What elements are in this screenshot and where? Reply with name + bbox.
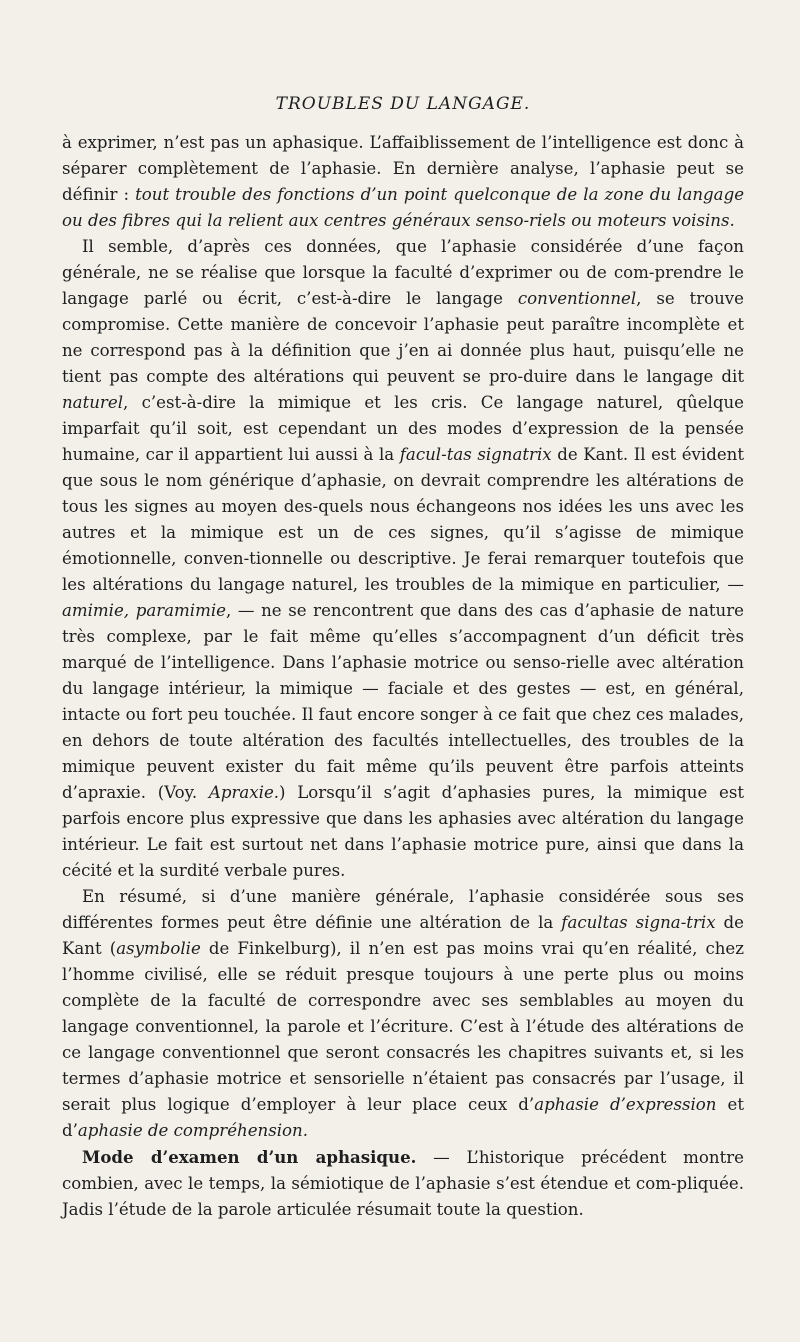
text-run: de Kant ( [62,913,744,958]
italic-text-run: d’expression [610,1095,717,1114]
italic-text-run: Apraxie. [208,783,280,802]
paragraph-4 [62,1144,744,1223]
text-run: , c’est-à-dire la mimique et les cris. Ce langage naturel, qûelque imparfait qu’il soit, est cependant un des modes d’expression de la pensée humaine, car il appartient lui aussi à la [62,393,744,464]
text-run: ) Lorsqu’il s’agit d’aphasies pures, la mimique est parfois encore plus expressive que dans les aphasies avec altération du langage intérieur. Le fait est surtout net dans l’aphasie motrice pure, ainsi que dans la cécité et la surdité verbale pures. [62,783,744,880]
text-run: d’ [62,1121,78,1140]
italic-text-run: tout trouble des fonctions d’un point quelconque de la zone du langage ou des fibres qui la relient aux centres généraux senso-riels ou moteurs voisins. [62,185,745,230]
italic-text-run: asymbolie [116,939,201,958]
text-run: d’ [518,1095,535,1114]
italic-text-run: aphasie de compréhension. [77,1121,308,1140]
paragraph-2 [62,234,744,884]
italic-text-run: amimie, paramimie [62,601,226,620]
section-heading-run: Mode d’examen d’un aphasique. [82,1147,417,1167]
paragraph-1 [62,130,744,234]
text-run: , se trouve compromise. Cette manière de concevoir l’aphasie peut paraître incomplète et ne correspond pas à la définition que j’en ai donnée plus haut, puisqu’elle ne tient pas compte des altérations qui peuvent se pro-duire dans le langage dit [62,289,744,386]
body-text [62,130,744,1223]
text-run [599,1095,610,1114]
text-run: — L’historique précédent montre combien, avec le temps, la sémiotique de l’aphasie s’est étendue et com-pliquée. Jadis l’étude de la parole articulée résumait toute la question. [62,1148,744,1219]
running-head: TROUBLES DU LANGAGE. [275,94,531,114]
text-run: , — ne se rencontrent que dans des cas d’aphasie de nature très complexe, par le fait même qu’elles s’accompagnent d’un déficit très marqué de l’intelligence. Dans l’aphasie motrice ou senso-rielle avec altération du langage intérieur, la mimique — faciale et des gestes — est, en général, intacte ou fort peu touchée. Il faut encore songer à ce fait que chez ces malades, en dehors de toute altération des facultés intellectuelles, des troubles de la mimique peuvent exister du fait même qu’ils peuvent être parfois atteints d’apraxie. (Voy. [62,601,744,802]
italic-text-run: conventionnel [517,289,637,308]
paragraph-3 [62,884,744,1144]
italic-text-run: aphasie [534,1095,599,1114]
italic-text-run: facultas signa-trix [561,913,716,932]
text-run: Il semble, d’après ces données, que l’aphasie considérée d’une façon générale, ne se réalise que lorsque la faculté d’exprimer ou de com-prendre le langage parlé ou écrit, c’est-à-dire le langage [62,237,744,308]
italic-text-run: facul-tas signatrix [399,445,552,464]
text-run: à exprimer, n’est pas un aphasique. L’affaiblissement de l’intelligence est donc à séparer complètement de l’aphasie. En dernière analyse, l’aphasie peut se définir : [62,133,744,204]
text-run: et [716,1095,745,1114]
text-run: de Kant. Il est évident que sous le nom générique d’aphasie, on devrait comprendre les altérations de tous les signes au moyen des-quels nous échangeons nos idées les uns avec les autres et la mimique est un de ces signes, qu’il s’agisse de mimique émotionnelle, conven-tionnelle ou descriptive. Je ferai remarquer toutefois que les altérations du langage naturel, les troubles de la mimique en particulier, — [62,445,745,594]
text-run: de Finkelburg), il n’en est pas moins vrai qu’en réalité, chez l’homme civilisé, elle se réduit presque toujours à une perte plus ou moins complète de la faculté de correspondre avec ses semblables au moyen du langage conventionnel, la parole et l’écriture. C’est à l’étude des altérations de ce langage conventionnel que seront consacrés les chapitres suivants et, si les termes d’aphasie motrice et sensorielle n’étaient pas consacrés par l’usage, il serait plus logique d’employer à leur place ceux [62,939,744,1114]
text-run: En résumé, si d’une manière générale, l’aphasie considérée sous ses différentes formes peut être définie une altération de la [62,887,744,932]
italic-text-run: naturel [62,393,123,412]
